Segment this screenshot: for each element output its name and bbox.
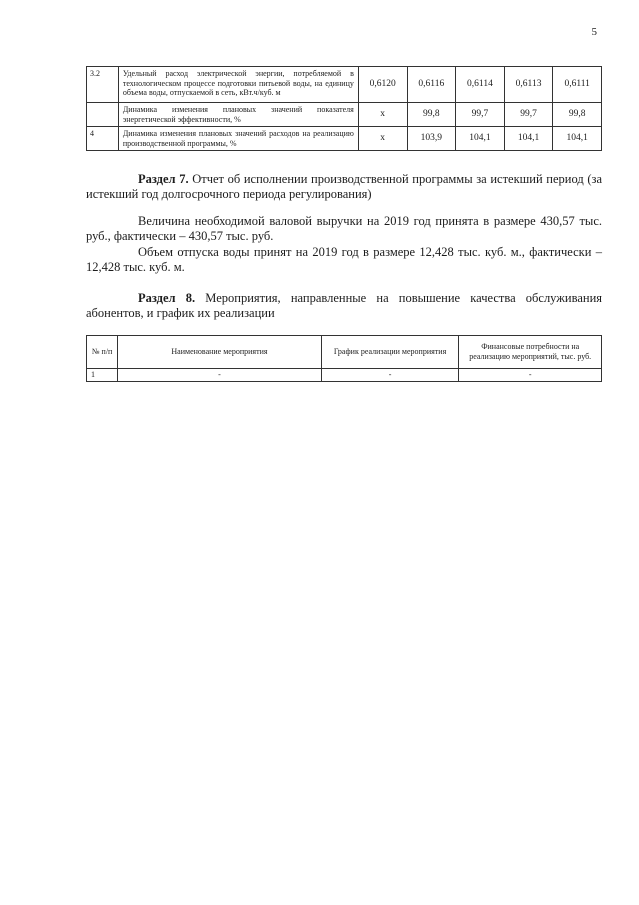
indicator-description: Динамика изменения плановых значений расходов на реализацию производственной программы, % <box>118 127 358 151</box>
measure-name: - <box>118 369 321 382</box>
row-number: 3.2 <box>87 67 119 103</box>
indicator-value: 104,1 <box>553 127 602 151</box>
row-number: 4 <box>87 127 119 151</box>
column-header-schedule: График реализации мероприятия <box>321 336 459 369</box>
indicator-value: 104,1 <box>456 127 505 151</box>
indicator-value: 0,6120 <box>358 67 407 103</box>
column-header-number: № п/п <box>87 336 118 369</box>
indicator-value: 0,6116 <box>407 67 456 103</box>
indicator-description: Удельный расход электрической энергии, потребляемой в технологическом процессе подготовки питьевой воды, на единицу объема воды, отпускаемой в сеть, кВт.ч/куб. м <box>118 67 358 103</box>
table-row <box>87 127 602 151</box>
section-8-title: Мероприятия, направленные на повышение качества обслуживания абонентов, и график их реализации <box>86 291 603 320</box>
measures-table <box>86 335 602 382</box>
table-row <box>87 103 602 127</box>
section-8-label: Раздел 8. <box>138 291 196 305</box>
table-row <box>87 67 602 103</box>
section-7-heading <box>86 172 602 202</box>
indicator-value: 99,8 <box>553 103 602 127</box>
indicator-value: 0,6114 <box>456 67 505 103</box>
indicator-value: 99,7 <box>504 103 553 127</box>
indicator-value: 104,1 <box>504 127 553 151</box>
indicators-table <box>86 66 602 151</box>
indicator-value: 99,8 <box>407 103 456 127</box>
indicator-value: 99,7 <box>456 103 505 127</box>
column-header-measure-name: Наименование мероприятия <box>118 336 321 369</box>
measure-schedule: - <box>321 369 459 382</box>
section-7-title: Отчет об исполнении производственной программы за истекший период (за истекший год долгосрочного периода регулирования) <box>86 172 602 201</box>
indicator-value: 0,6111 <box>553 67 602 103</box>
indicator-value: 0,6113 <box>504 67 553 103</box>
page-number: 5 <box>591 26 597 38</box>
measure-number: 1 <box>87 369 118 382</box>
column-header-finance: Финансовые потребности на реализацию мероприятий, тыс. руб. <box>459 336 602 369</box>
section-8-heading <box>86 291 602 321</box>
revenue-paragraph: Величина необходимой валовой выручки на 2019 год принята в размере 430,57 тыс. руб., фактически – 430,57 тыс. руб. <box>86 214 602 243</box>
table-header-row <box>87 336 602 369</box>
section-7-label: Раздел 7. <box>138 172 189 186</box>
row-number <box>87 103 119 127</box>
indicator-description: Динамика изменения плановых значений показателя энергетической эффективности, % <box>118 103 358 127</box>
table-row <box>87 369 602 382</box>
indicator-value: 103,9 <box>407 127 456 151</box>
indicator-value: х <box>358 103 407 127</box>
indicator-value: х <box>358 127 407 151</box>
water-volume-paragraph: Объем отпуска воды принят на 2019 год в размере 12,428 тыс. куб. м., фактически – 12,428 тыс. куб. м. <box>86 245 602 274</box>
measure-finance: - <box>459 369 602 382</box>
